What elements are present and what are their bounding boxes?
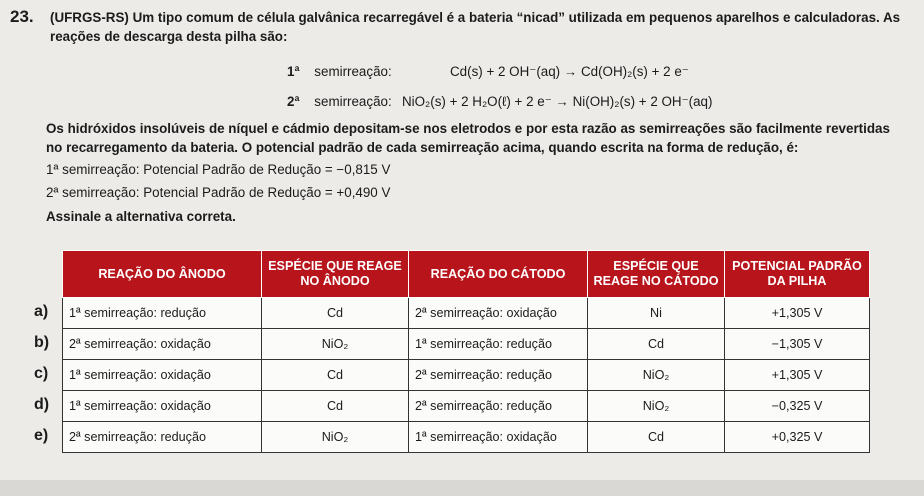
cell-anode-species: Cd [262,298,409,329]
cell-anode: 2ª semirreação: oxidação [63,329,262,360]
potential-2: 2ª semirreação: Potencial Padrão de Redução = +0,490 V [46,185,391,200]
reaction-1-word: semirreação: [314,64,392,79]
cell-cathode: 1ª semirreação: oxidação [409,422,588,453]
header-anode-species: ESPÉCIE QUE REAGE NO ÂNODO [262,251,409,298]
cell-anode: 1ª semirreação: oxidação [63,360,262,391]
cell-cathode-species: NiO₂ [588,391,725,422]
reaction-2-label: 2ª [287,94,300,109]
reaction-2 [287,94,713,109]
answer-table [62,250,870,453]
intro-line-1: (UFRGS-RS) Um tipo comum de célula galvânica recarregável é a bateria “nicad” utilizada em pequenos aparelhos e calculadoras. As [50,10,901,25]
option-letters [34,296,49,451]
cell-potential: +1,305 V [725,360,870,391]
page-bottom-edge [0,480,924,496]
cell-potential: +1,305 V [725,298,870,329]
reaction-2-word: semirreação: [314,94,392,109]
question-number: 23. [10,7,34,26]
cell-cathode-species: Cd [588,422,725,453]
cell-anode-species: Cd [262,391,409,422]
header-cathode-reaction: REAÇÃO DO CÁTODO [409,251,588,298]
option-letter-a: a) [34,303,49,320]
cell-anode-species: NiO₂ [262,422,409,453]
reaction-2-equation: NiO₂(s) + 2 H₂O(ℓ) + 2 e⁻ → Ni(OH)₂(s) + 2 OH⁻(aq) [402,94,713,109]
paragraph-line-1: Os hidróxidos insolúveis de níquel e cádmio depositam-se nos eletrodos e por esta razão as semirreações são facilmente revertidas [46,121,890,136]
intro-line-2: reações de descarga desta pilha são: [50,29,288,44]
header-anode-reaction: REAÇÃO DO ÂNODO [63,251,262,298]
cell-cathode: 2ª semirreação: redução [409,360,588,391]
table-row [63,329,870,360]
cell-cathode-species: Ni [588,298,725,329]
cell-anode: 2ª semirreação: redução [63,422,262,453]
cell-cathode: 1ª semirreação: redução [409,329,588,360]
option-letter-d: d) [34,396,50,413]
table-row [63,360,870,391]
cell-potential: +0,325 V [725,422,870,453]
header-potential: POTENCIAL PADRÃO DA PILHA [725,251,870,298]
paragraph-line-2: no recarregamento da bateria. O potencial padrão de cada semirreação acima, quando escrita na forma de redução, é: [46,140,799,155]
cell-cathode-species: Cd [588,329,725,360]
reaction-1-label: 1ª [287,64,300,79]
option-letter-b: b) [34,334,50,351]
cell-anode-species: Cd [262,360,409,391]
table-header-row [63,251,870,298]
cell-anode: 1ª semirreação: oxidação [63,391,262,422]
cell-anode: 1ª semirreação: redução [63,298,262,329]
cell-cathode-species: NiO₂ [588,360,725,391]
instruction: Assinale a alternativa correta. [46,209,236,224]
cell-potential: −0,325 V [725,391,870,422]
table-row [63,391,870,422]
reaction-1 [287,64,689,79]
reaction-1-equation: Cd(s) + 2 OH⁻(aq) → Cd(OH)₂(s) + 2 e⁻ [450,64,689,79]
potential-1: 1ª semirreação: Potencial Padrão de Redução = −0,815 V [46,162,391,177]
option-letter-c: c) [34,365,49,382]
option-letter-e: e) [34,427,49,444]
cell-anode-species: NiO₂ [262,329,409,360]
cell-potential: −1,305 V [725,329,870,360]
cell-cathode: 2ª semirreação: redução [409,391,588,422]
table-row [63,298,870,329]
table-row [63,422,870,453]
cell-cathode: 2ª semirreação: oxidação [409,298,588,329]
header-cathode-species: ESPÉCIE QUE REAGE NO CÁTODO [588,251,725,298]
